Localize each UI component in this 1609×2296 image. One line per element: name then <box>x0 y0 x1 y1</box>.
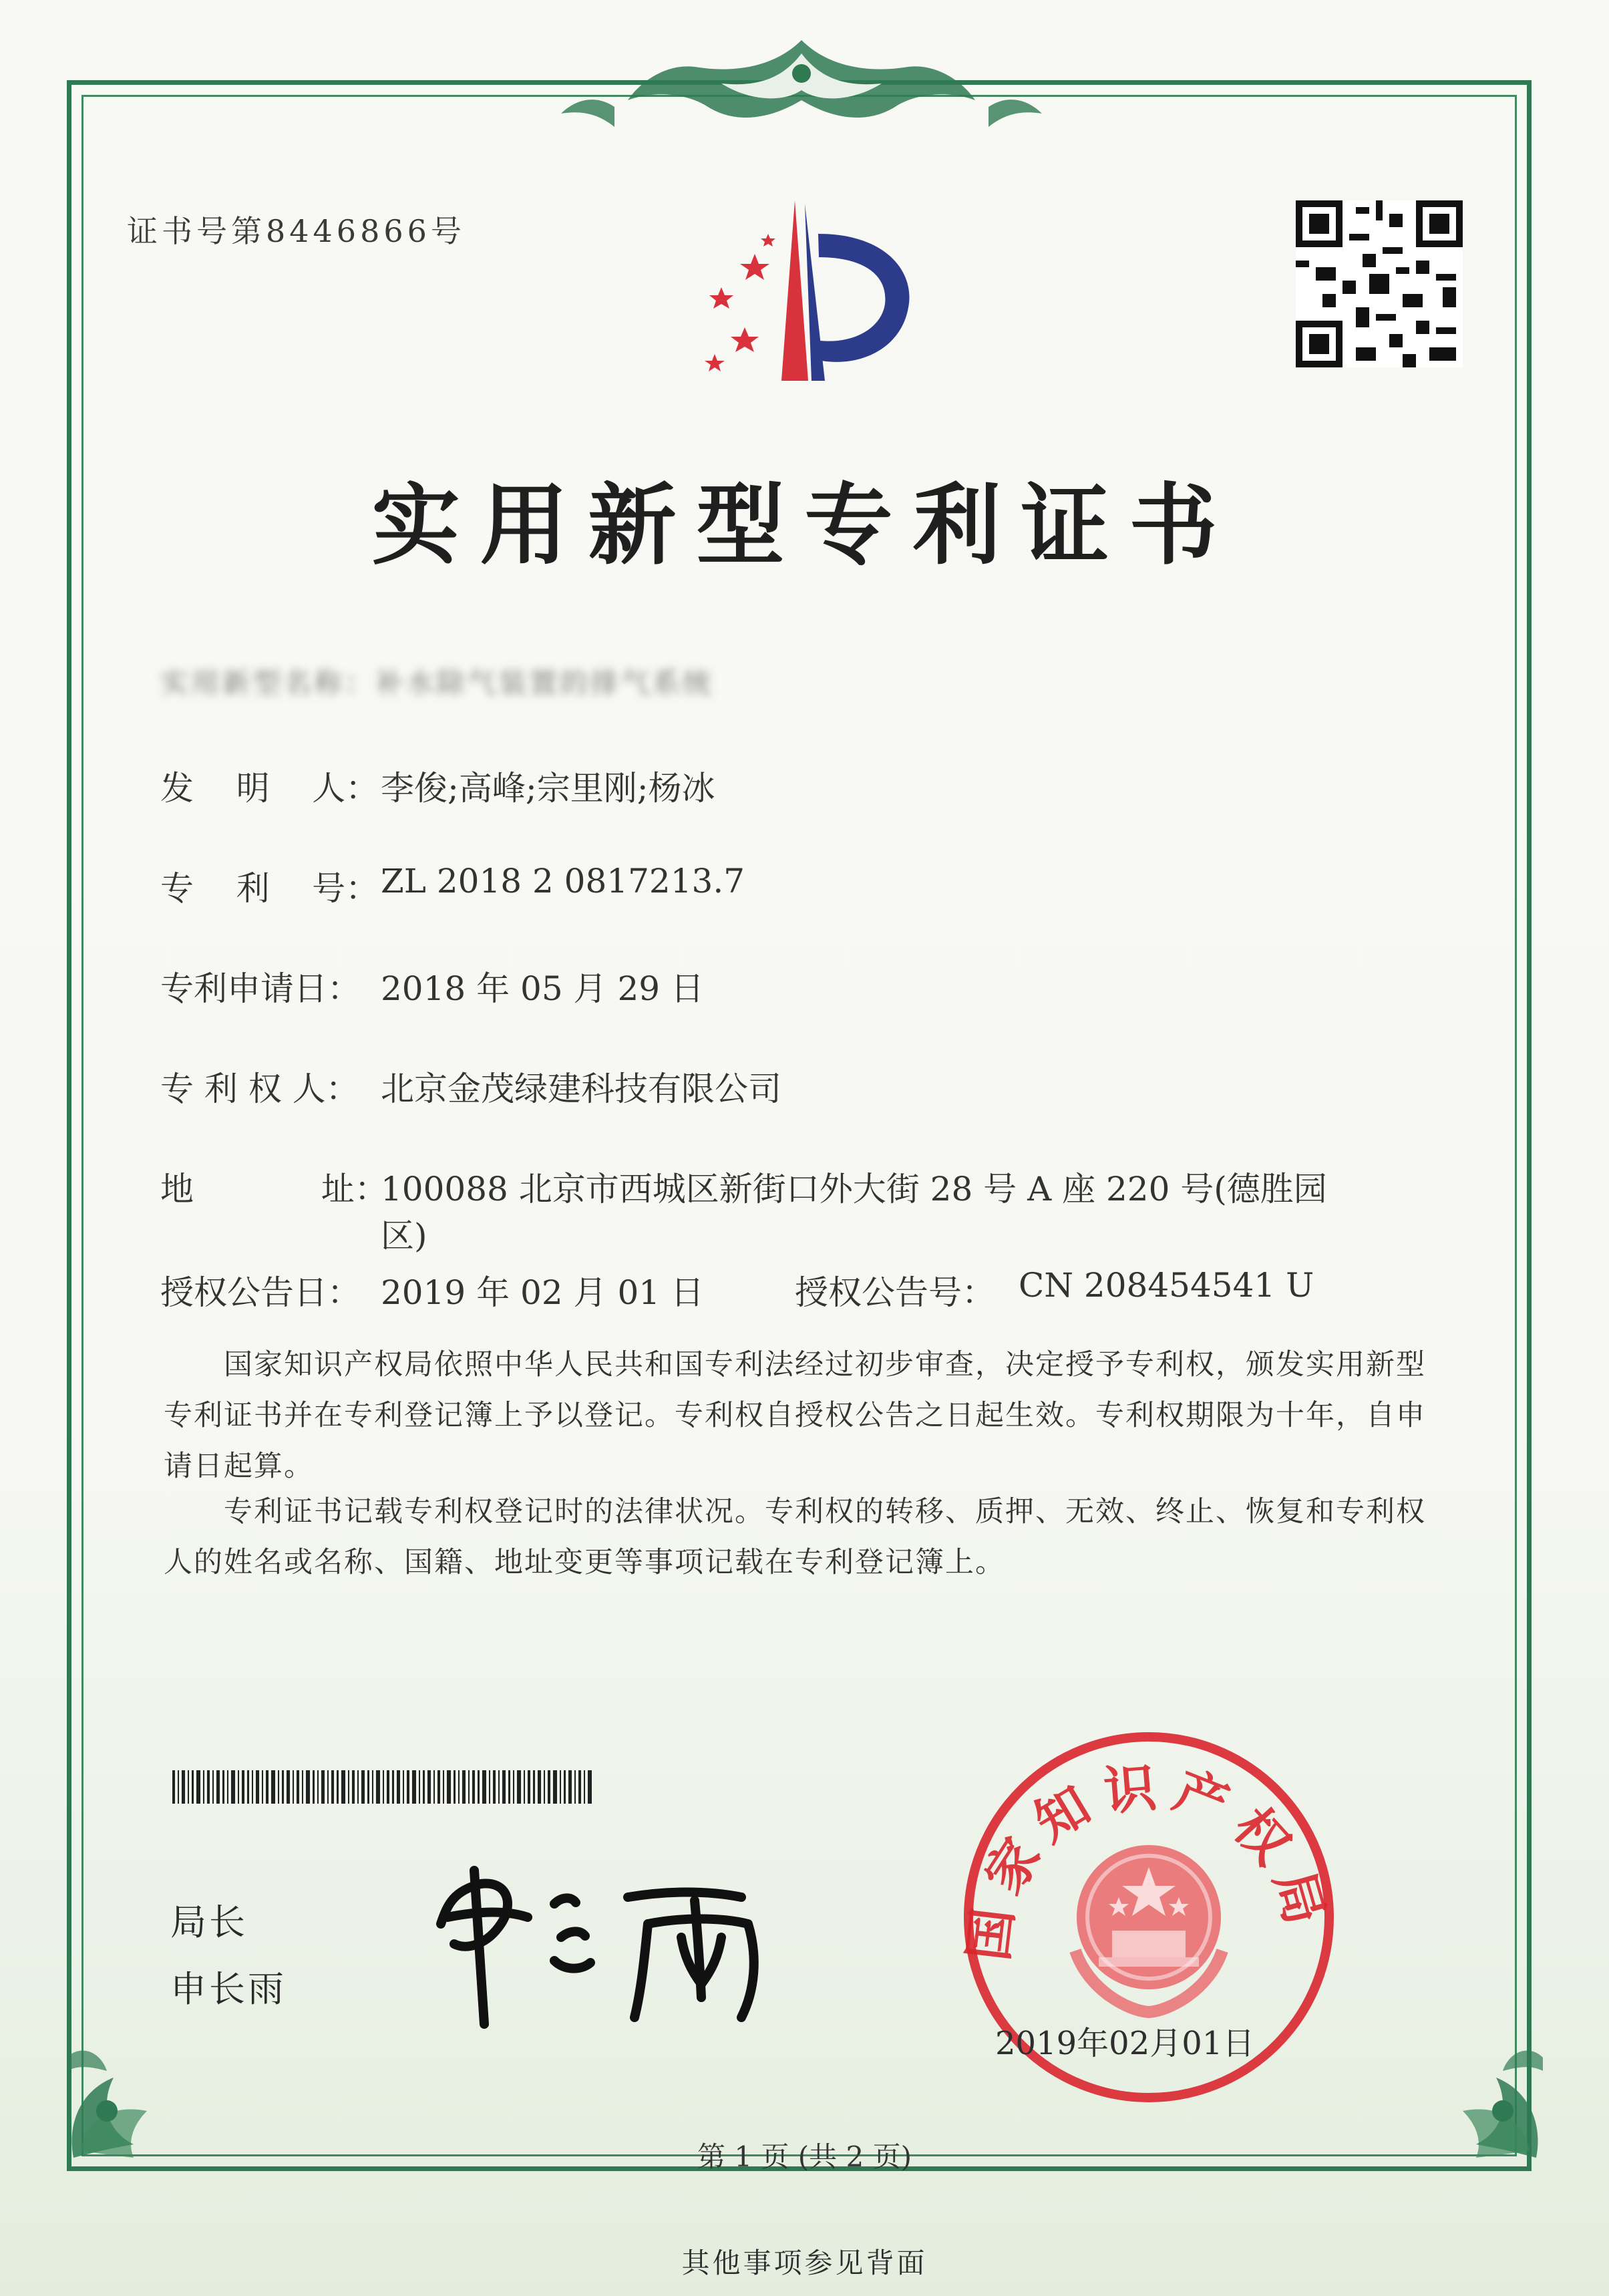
patent-number-label: 专 利 号： <box>160 869 379 908</box>
filing-date-label: 专利申请日： <box>160 969 361 1008</box>
grant-number-value: CN 208454541 U <box>1019 1266 1314 1305</box>
grant-date-value: 2019 年 02 月 01 日 <box>381 1273 704 1312</box>
cnipa-logo-icon <box>668 194 948 401</box>
director-signature <box>427 1844 801 2044</box>
seal-date: 2019年02月01日 <box>995 2025 1255 2062</box>
grant-date-label: 授权公告日： <box>160 1273 361 1312</box>
page-number: 第 1 页 (共 2 页) <box>697 2140 912 2173</box>
footer-note: 其他事项参见背面 <box>681 2247 928 2279</box>
svg-text:国家知识产权局: 国家知识产权局 <box>958 1756 1339 1964</box>
director-name: 申长雨 <box>170 1968 287 2010</box>
patentee-value: 北京金茂绿建科技有限公司 <box>381 1070 781 1108</box>
filing-date-value: 2018 年 05 月 29 日 <box>381 969 704 1008</box>
paragraph-legal-status: 专利证书记载专利权登记时的法律状况。专利权的转移、质押、无效、终止、恢复和专利权人的姓名或名称、国籍、地址变更等事项记载在专利登记簿上。 <box>164 1495 1426 1579</box>
barcode-icon <box>172 1770 593 1804</box>
certificate-number: 证书号第8446866号 <box>127 213 466 249</box>
utility-model-name-blurred: 实用新型名称：补水除气装置的排气系统 <box>160 667 714 699</box>
certificate-title: 实用新型专利证书 <box>371 474 1238 577</box>
address-label: 地 址： <box>160 1170 388 1208</box>
patentee-label: 专 利 权 人： <box>160 1070 359 1108</box>
director-title: 局长 <box>170 1901 248 1943</box>
patent-number-value: ZL 2018 2 0817213.7 <box>381 862 745 900</box>
qr-code-icon <box>1296 200 1463 367</box>
paragraph-grant-statement: 国家知识产权局依照中华人民共和国专利法经过初步审查，决定授予专利权，颁发实用新型专利证书并在专利登记簿上予以登记。专利权自授权公告之日起生效。专利权期限为十年，自申请日起算。 <box>164 1348 1426 1483</box>
inventor-value: 李俊;高峰;宗里刚;杨冰 <box>381 769 715 808</box>
top-ornament-icon <box>534 27 1069 134</box>
address-value-line1: 100088 北京市西城区新街口外大街 28 号 A 座 220 号(德胜园 <box>381 1170 1327 1208</box>
inventor-label: 发 明 人： <box>160 769 379 808</box>
address-value-line2: 区) <box>381 1216 427 1255</box>
grant-number-label: 授权公告号： <box>795 1273 995 1312</box>
